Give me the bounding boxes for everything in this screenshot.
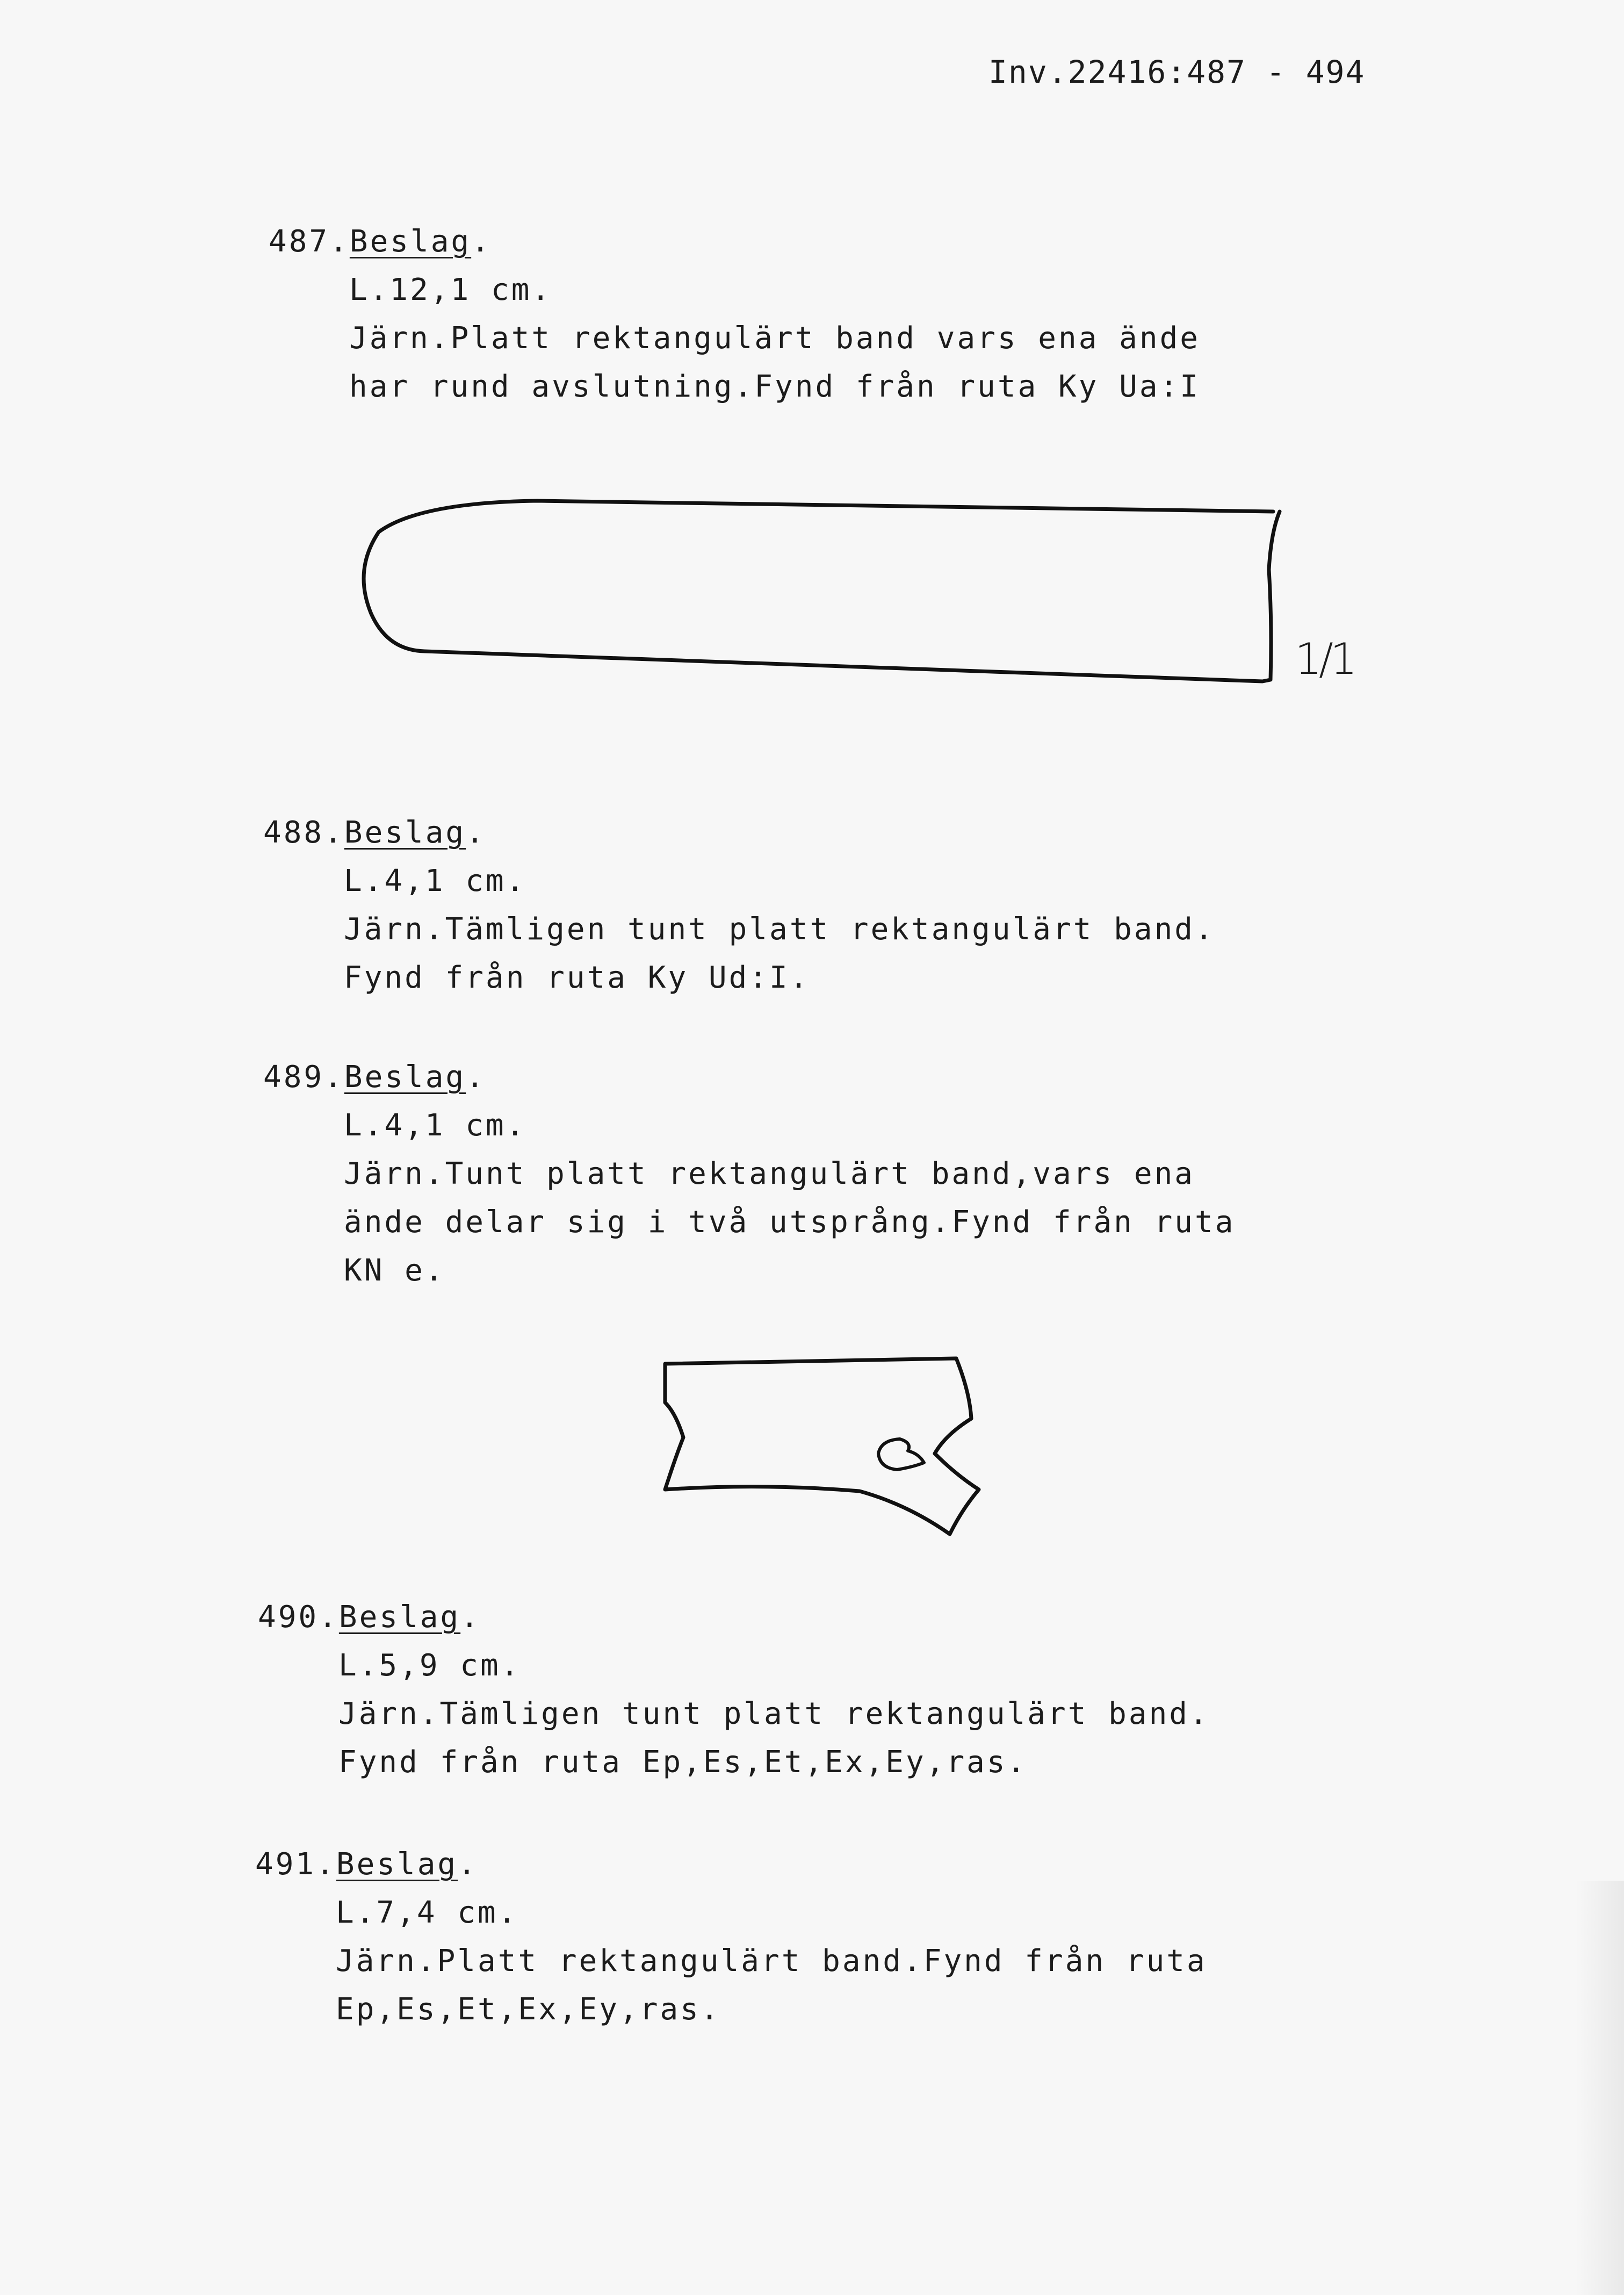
- entry-desc-line: Fynd från ruta Ky Ud:I.: [344, 960, 810, 995]
- entry-489: [263, 1053, 1235, 1295]
- entry-desc-line: Järn.Platt rektangulärt band vars ena ände: [349, 321, 1201, 356]
- entry-title-line: 490.Beslag.: [258, 1600, 481, 1635]
- entry-body: [269, 266, 1200, 411]
- entry-491: [255, 1840, 1207, 2034]
- drawing-487-outline: [364, 501, 1280, 681]
- entry-number: 490.: [258, 1600, 339, 1635]
- entry-body: [258, 1642, 1210, 1787]
- entry-body: [263, 1102, 1235, 1295]
- drawing-489-hole: [878, 1439, 924, 1470]
- entry-title: Beslag: [336, 1847, 458, 1882]
- entry-488: [263, 809, 1215, 1002]
- drawing-489: [655, 1349, 988, 1542]
- entry-title: Beslag: [344, 815, 466, 850]
- entry-number: 488.: [263, 815, 344, 850]
- drawing-487: [349, 489, 1343, 704]
- entry-length: L.4,1 cm.: [344, 864, 526, 898]
- entry-desc-line: har rund avslutning.Fynd från ruta Ky Ua:I: [349, 369, 1201, 404]
- entry-title-line: 487.Beslag.: [269, 224, 492, 259]
- entry-number: 489.: [263, 1060, 344, 1095]
- entry-desc-line: Järn.Tämligen tunt platt rektangulärt band.: [344, 912, 1215, 947]
- entry-title: Beslag: [344, 1060, 466, 1095]
- entry-body: [255, 1889, 1207, 2034]
- entry-desc-line: Järn.Platt rektangulärt band.Fynd från ruta: [336, 1944, 1207, 1979]
- entry-title: Beslag: [338, 1600, 461, 1635]
- entry-length: L.4,1 cm.: [344, 1108, 526, 1143]
- entry-title-line: 491.Beslag.: [255, 1847, 478, 1882]
- scan-edge-shadow: [1576, 1881, 1624, 2295]
- entry-desc-line: Järn.Tunt platt rektangulärt band,vars ena: [344, 1156, 1195, 1191]
- entry-desc-line: ände delar sig i två utsprång.Fynd från ruta: [344, 1205, 1236, 1240]
- entry-length: L.7,4 cm.: [336, 1895, 518, 1930]
- entry-number: 487.: [269, 224, 350, 259]
- entry-490: [258, 1593, 1210, 1787]
- entry-desc-line: Järn.Tämligen tunt platt rektangulärt band.: [338, 1696, 1210, 1731]
- entry-title-line: 488.Beslag.: [263, 815, 486, 850]
- entry-desc-line: Fynd från ruta Ep,Es,Et,Ex,Ey,ras.: [338, 1745, 1028, 1780]
- entry-title-line: 489.Beslag.: [263, 1060, 486, 1095]
- entry-title: Beslag: [349, 224, 472, 259]
- entry-length: L.12,1 cm.: [349, 272, 552, 307]
- entry-487: [269, 218, 1200, 411]
- entry-number: 491.: [255, 1847, 336, 1882]
- inventory-header: Inv.22416:487 - 494: [988, 54, 1366, 90]
- entry-body: [263, 857, 1215, 1002]
- drawing-489-outline: [665, 1358, 979, 1534]
- entry-desc-line: Ep,Es,Et,Ex,Ey,ras.: [336, 1992, 721, 2027]
- entry-length: L.5,9 cm.: [338, 1648, 521, 1683]
- scale-label: 1/1: [1295, 634, 1354, 684]
- entry-desc-line: KN e.: [344, 1253, 445, 1288]
